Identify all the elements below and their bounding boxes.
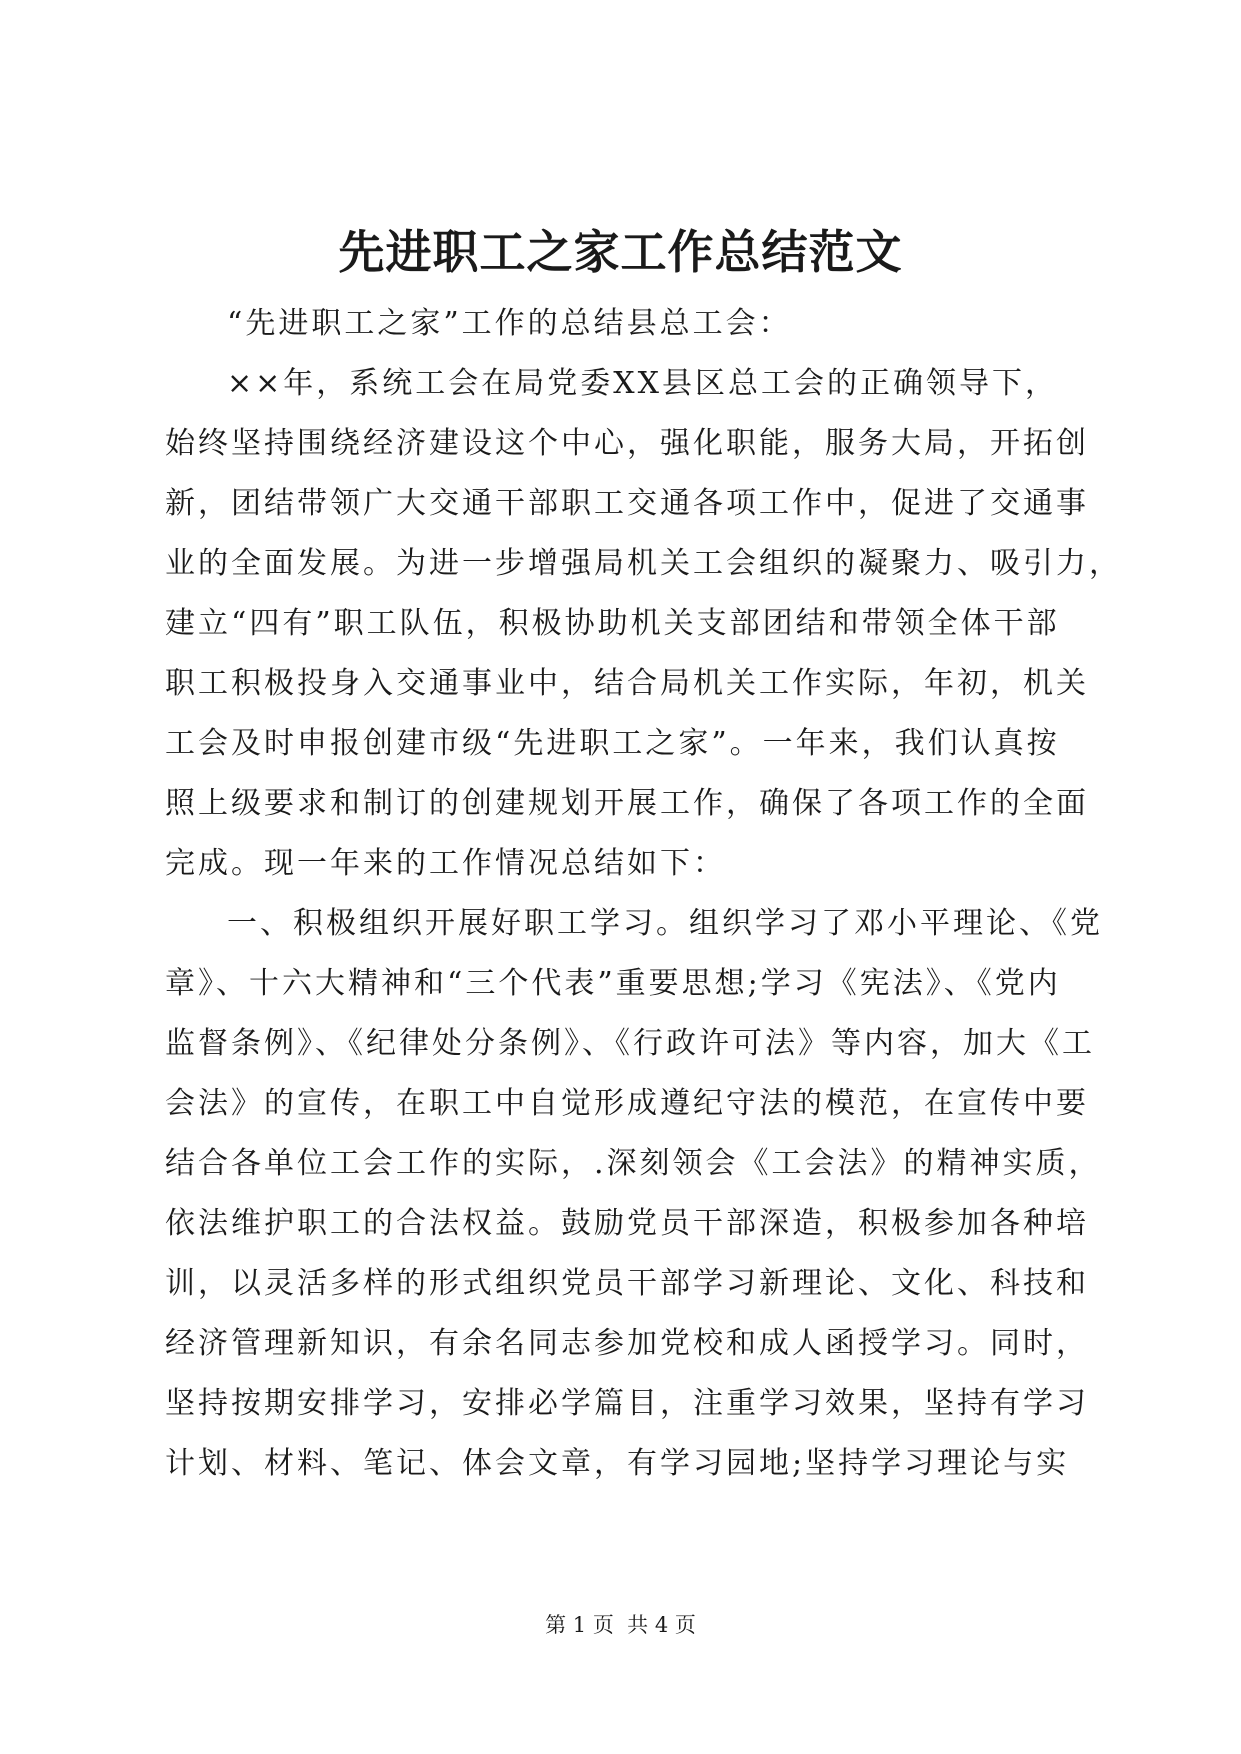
- body-line: 依法维护职工的合法权益。鼓励党员干部深造，积极参加各种培: [165, 1206, 1089, 1241]
- body-line: 一、积极组织开展好职工学习。组织学习了邓小平理论、《党: [227, 906, 1103, 941]
- body-line: 监督条例》、《纪律处分条例》、《行政许可法》等内容，加大《工: [165, 1026, 1095, 1061]
- body-line: 经济管理新知识，有余名同志参加党校和成人函授学习。同时，: [165, 1326, 1089, 1361]
- body-line: 业的全面发展。为进一步增强局机关工会组织的凝聚力、吸引力，: [165, 546, 1122, 581]
- body-line: 职工积极投身入交通事业中，结合局机关工作实际，年初，机关: [165, 666, 1089, 701]
- body-line: ××年，系统工会在局党委XX县区总工会的正确领导下，: [227, 366, 1058, 401]
- body-line: 照上级要求和制订的创建规划开展工作，确保了各项工作的全面: [165, 786, 1089, 821]
- body-line: 章》、十六大精神和“三个代表”重要思想;学习《宪法》、《党内: [165, 966, 1061, 1001]
- document-title: 先进职工之家工作总结范文: [338, 225, 903, 279]
- body-line: 坚持按期安排学习，安排必学篇目，注重学习效果，坚持有学习: [165, 1386, 1089, 1421]
- page-footer: [0, 1610, 1241, 1640]
- body-line: 始终坚持围绕经济建设这个中心，强化职能，服务大局，开拓创: [165, 426, 1089, 461]
- page-number: 第 1 页 共 4 页: [545, 1613, 696, 1637]
- body-line: 完成。现一年来的工作情况总结如下：: [165, 846, 726, 881]
- document-body: [165, 294, 1122, 1494]
- body-line: 结合各单位工会工作的实际，.深刻领会《工会法》的精神实质，: [165, 1146, 1102, 1181]
- body-line: 会法》的宣传，在职工中自觉形成遵纪守法的模范，在宣传中要: [165, 1086, 1089, 1121]
- body-line: 新，团结带领广大交通干部职工交通各项工作中，促进了交通事: [165, 486, 1089, 521]
- body-line: 训，以灵活多样的形式组织党员干部学习新理论、文化、科技和: [165, 1266, 1089, 1301]
- body-line: 工会及时申报创建市级“先进职工之家”。一年来，我们认真按: [165, 726, 1060, 761]
- body-line: 建立“四有”职工队伍，积极协助机关支部团结和带领全体干部: [165, 606, 1060, 641]
- body-line: “先进职工之家”工作的总结县总工会：: [227, 306, 792, 341]
- body-line: 计划、材料、笔记、体会文章，有学习园地;坚持学习理论与实: [165, 1446, 1070, 1481]
